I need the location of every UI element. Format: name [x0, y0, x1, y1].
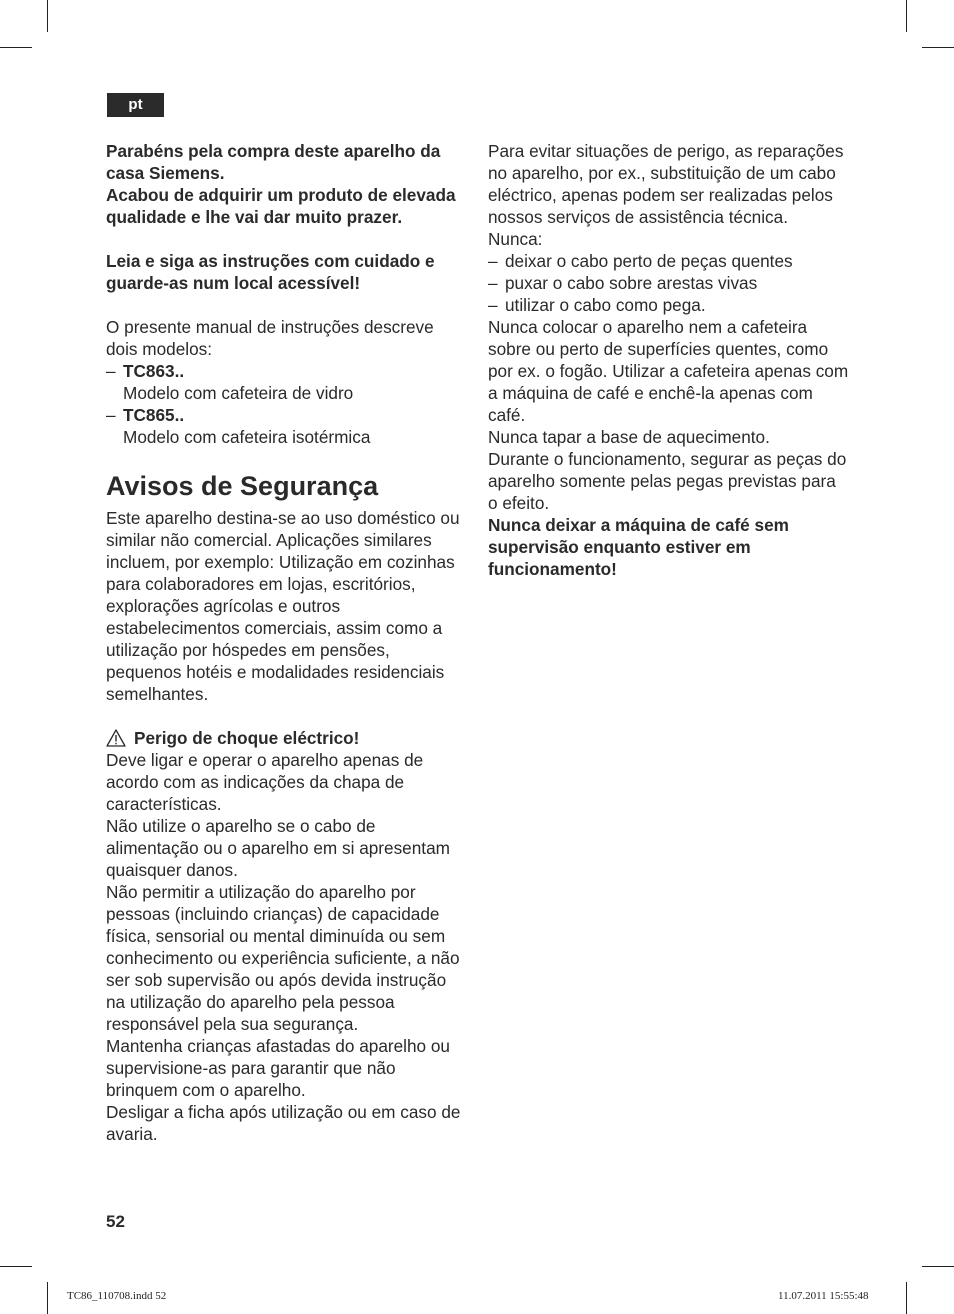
never-label: Nunca: — [488, 229, 543, 249]
never-item: – puxar o cabo sobre arestas vivas — [488, 273, 758, 293]
crop-mark — [0, 47, 32, 48]
warning-triangle-icon — [106, 729, 126, 747]
models-intro: O presente manual de instruções descreve dois modelos: — [106, 317, 434, 359]
crop-mark — [0, 1266, 32, 1267]
crop-mark — [47, 0, 48, 32]
language-tab: pt — [107, 93, 164, 117]
repair-paragraph: Para evitar situações de perigo, as reparações no aparelho, por ex., substituição de um cabo eléctrico, apenas podem ser realizadas pelos nossos serviços de assistência técnica. — [488, 141, 844, 227]
model-code: TC863.. — [123, 361, 185, 381]
hot-surface-paragraph: Nunca colocar o aparelho nem a cafeteira sobre ou perto de superfícies quentes, como por ex. o fogão. Utilizar a cafeteira apenas com a máquina de café e enchê-la apenas com café. — [488, 317, 849, 425]
intro-quality: Acabou de adquirir um produto de elevada qualidade e lhe vai dar muito prazer. — [106, 185, 456, 227]
intro-instructions: Leia e siga as instruções com cuidado e guarde-as num local acessível! — [106, 251, 435, 293]
warning-paragraph: Desligar a ficha após utilização ou em caso de avaria. — [106, 1102, 461, 1144]
model-code: TC865.. — [123, 405, 185, 425]
crop-mark — [906, 0, 907, 32]
crop-mark — [922, 1266, 954, 1267]
intro-congrats: Parabéns pela compra deste aparelho da casa Siemens. — [106, 141, 441, 183]
right-column — [488, 140, 850, 580]
warning-title: Perigo de choque eléctrico! — [134, 728, 360, 748]
supervision-paragraph: Nunca deixar a máquina de café sem supervisão enquanto estiver em funcionamento! — [488, 515, 789, 579]
footer-timestamp: 11.07.2011 15:55:48 — [778, 1290, 869, 1302]
warning-paragraph: Mantenha crianças afastadas do aparelho ou supervisione-as para garantir que não brinquem com o aparelho. — [106, 1036, 450, 1100]
model-desc: Modelo com cafeteira de vidro — [123, 383, 354, 403]
heating-plate-paragraph: Nunca tapar a base de aquecimento. — [488, 427, 770, 447]
page-number: 52 — [106, 1212, 125, 1231]
footer-file-info: TC86_110708.indd 52 — [67, 1290, 167, 1302]
model-item: – TC863.. — [106, 361, 185, 381]
never-item: – deixar o cabo perto de peças quentes — [488, 251, 793, 271]
warning-paragraph: Não permitir a utilização do aparelho por pessoas (incluindo crianças) de capacidade física, sensorial ou mental diminuída ou sem conhecimento ou experiência suficiente, a não ser sob supervisão ou após devida instrução na utilização do aparelho pela pessoa responsável pela sua segurança. — [106, 882, 460, 1034]
left-column — [106, 140, 468, 1145]
crop-mark — [47, 1282, 48, 1314]
warning-paragraph: Não utilize o aparelho se o cabo de alimentação ou o aparelho em si apresentam quaisquer danos. — [106, 816, 450, 880]
section-heading: Avisos de Segurança — [106, 471, 379, 501]
handles-paragraph: Durante o funcionamento, segurar as peças do aparelho somente pelas pegas previstas para o efeito. — [488, 449, 847, 513]
crop-mark — [922, 47, 954, 48]
model-item: – TC865.. — [106, 405, 185, 425]
model-desc: Modelo com cafeteira isotérmica — [123, 427, 371, 447]
crop-mark — [906, 1282, 907, 1314]
never-item: – utilizar o cabo como pega. — [488, 295, 706, 315]
warning-paragraph: Deve ligar e operar o aparelho apenas de acordo com as indicações da chapa de características. — [106, 750, 424, 814]
safety-paragraph: Este aparelho destina-se ao uso doméstico ou similar não comercial. Aplicações similares incluem, por exemplo: Utilização em cozinhas para colaboradores em lojas, escritórios, explorações agrícolas e outros estabelecimentos comerciais, assim como a utilização por hóspedes em pensões, pequenos hotéis e modalidades residenciais semelhantes. — [106, 508, 460, 704]
warning-title-row — [106, 727, 468, 749]
